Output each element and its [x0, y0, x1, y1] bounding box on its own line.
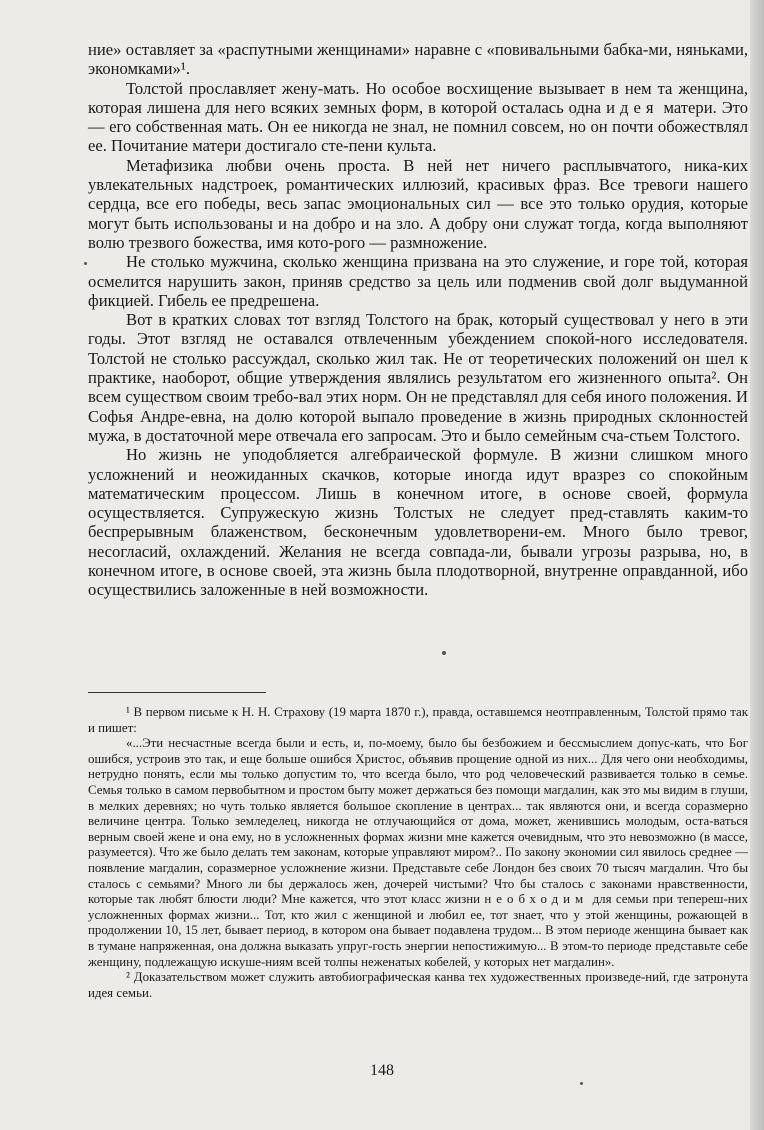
paragraph-metaphysics: Метафизика любви очень проста. В ней нет ничего расплывчатого, ника-ких увлекательных надстроек, романтических иллюзий, красивых фраз. Все тревоги нашего сердца, все его победы, весь запас эмоциональных сил — все это только орудия, которые могут быть использованы и на добро и на зло. А добру они служат тогда, когда выполняют волю трезвого божества, имя кото-рого — размножение. [88, 155, 748, 252]
paragraph-mother-part-1: Толстой прославляет жену-мать. Но особое восхищение вызывает в нем та женщина, которая лишена для него всяких земных форм, в которой осталась одна [88, 78, 748, 117]
paragraph-mother [88, 79, 748, 156]
scan-speck [84, 262, 87, 265]
paragraph-mother-part-2: матери. Это — его собственная мать. Он ее никогда не знал, не помнил совсем, но он почти обожествлял ее. Почитание матери достигало сте-пени культа. [88, 97, 749, 156]
page-number: 148 [370, 1062, 394, 1079]
spaced-word-neobkhodim: необходим [484, 892, 589, 907]
footnote-1-intro: ¹ В первом письме к Н. Н. Страхову (19 марта 1870 г.), правда, оставшемся неотправленным, Толстой прямо так и пишет: [88, 705, 748, 735]
footnote-2: ² Доказательством может служить автобиографическая канва тех художественных произведе-ний, где затронута идея семьи. [88, 970, 748, 1000]
footnote-separator [88, 692, 266, 693]
paragraph-life-formula: Но жизнь не уподобляется алгебраической формуле. В жизни слишком много усложнений и неожиданных скачков, которые иногда идут вразрез со спокойным математическим процессом. Лишь в конечном итоге, в основе своей, формула осуществляется. Супружескую жизнь Толстых не следует пред-ставлять каким-то беспрерывным блаженством, бесконечным удовлетворени-ем. Много было тревог, несогласий, охлаждений. Желания не всегда совпада-ли, бывали угрозы разрыва, но, в конечном итоге, в основе своей, эта жизнь была плодотворной, внутренне оправданной, ибо осуществились заложенные в ней возможности. [88, 445, 748, 600]
paragraph-continuation: ние» оставляет за «распутными женщинами» наравне с «повивальными бабка-ми, няньками, экономками»¹. [88, 40, 748, 79]
footnote-1-quote-part-2: для семьи при тепереш-них усложненных формах жизни... Тот, кто жил с женщиной и любил ее, тот знает, что у этой женщины, рожающей в продолжении 10, 15 лет, бывает период, в котором она бывает подавлена трудом... В этом периоде женщина бывает как в тумане напряженная, она должна выказать упруг-гость энергии непостижимую... В этом-то периоде представьте себе женщину, подлежащую искуше-ниям всей толпы неженатых кобелей, у которых нет магдалин». [88, 892, 749, 969]
scan-speck [442, 651, 446, 655]
scan-speck [580, 1082, 583, 1085]
footnotes [88, 705, 748, 1001]
footnote-1-quote-part-1: «...Эти несчастные всегда были и есть, и, по-моему, было бы безбожием и бессмыслием допус-кать, что Бог ошибся, устроив это так, и еще больше ошибся Христос, объявив прощение одной из них... Для чего они необходимы, нетрудно понять, если мы только допустим то, что всегда было, что род человеческий развивается только в семье. Семья только в самом первобытном и простом быту может держаться без помощи магдалин, как это мы видим в глуши, в мелких деревнях; но чуть только является большое скопление в центрах... так являются они, и всегда соразмерно величине центра. Только земледелец, никогда не отлучающийся от дома, может, женившись молодым, оста-ваться верным своей жене и она ему, но в усложненных формах жизни мне кажется очевидным, что это невозможно (в массе, разумеется). Что же было делать тем законам, которые управляют миром?.. По закону экономии сил явилось среднее — появление магдалин, соразмерное усложнение жизни. Представьте себе Лондон без своих 70 тысяч магдалин. Что бы сталось с семьями? Много ли бы держалось жен, дочерей чистыми? Что бы сталось с законами нравственности, которые так любят блюсти люди? Мне кажется, что этот класс жизни [88, 736, 748, 907]
page-edge-shadow [750, 0, 764, 1130]
main-text [88, 40, 748, 600]
footnote-1-quote [88, 736, 748, 970]
paragraph-marriage-view: Вот в кратких словах тот взгляд Толстого на брак, который существовал у него в эти годы. Этот взгляд не оставался отвлеченным убеждением спокой-ного исследователя. Толстой не столько рассуждал, сколько жил так. Не от теоретических положений он шел к практике, наоборот, общие утверждения являлись результатом его жизненного опыта². Он всем существом своим требо-вал этих норм. Он не представлял для себя иного положения. И Софья Андре-евна, на долю которой выпало проведение в жизнь природных склонностей мужа, в достаточной мере отвечала его запросам. Это и было семейным сча-стьем Толстого. [88, 310, 748, 445]
spaced-word-ideya: идея [606, 97, 659, 117]
paragraph-service: Не столько мужчина, сколько женщина призвана на это служение, и горе той, которая осмелится нарушить закон, приняв средство за цель или подменив свой долг выдуманной фикцией. Гибель ее предрешена. [88, 252, 748, 310]
